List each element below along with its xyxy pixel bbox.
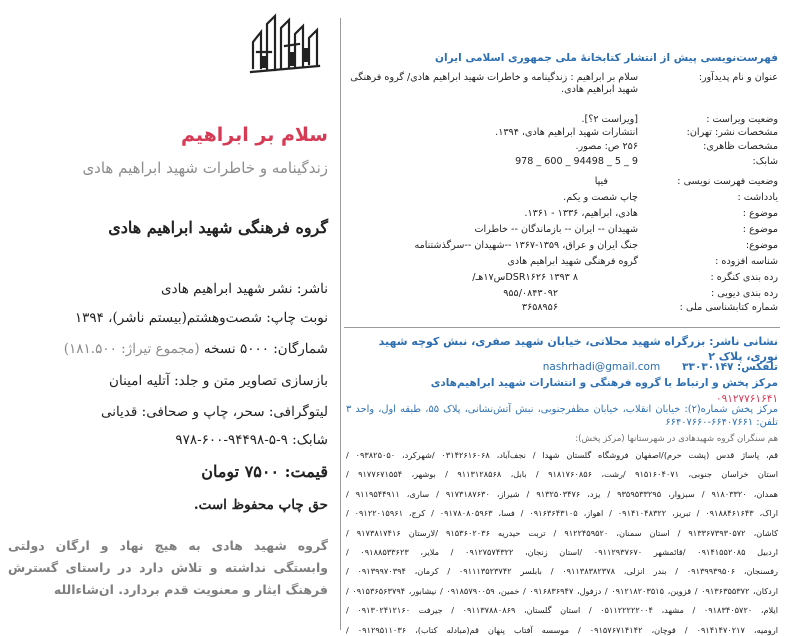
fipa-label: شناسه افزوده : xyxy=(715,256,778,267)
fipa-label: موضوع: xyxy=(745,240,778,251)
edition: نوبت چاپ: شصت‌وهشتم(بیستم ناشر)، ۱۳۹۴ xyxy=(74,310,328,326)
fipa-value: فیپا xyxy=(594,176,608,187)
agent-line: ارومیه، ۰۹۱۴۱۴۷۰۲۱۷ / قوچان، ۰۹۱۵۷۶۷۱۴۱۴۲ / موسسه آفتاب پنهان قم(مبادله کتاب)، ۰۹۱۲۹۵۱۱۰۳۶ / xyxy=(346,624,778,635)
horizontal-divider xyxy=(344,327,780,328)
email-link[interactable]: nashrhadi@gmail.com xyxy=(542,361,661,373)
fipa-value: انتشارات شهید ابراهیم هادی، ۱۳۹۴. xyxy=(495,127,638,138)
vertical-divider xyxy=(340,18,341,630)
print-run-row xyxy=(0,341,328,357)
phone: تلفکس: ۳۳۰۳۰۱۴۷ xyxy=(682,361,778,373)
lithography: لیتوگرافی: سحر، چاپ و صحافی: قدیانی xyxy=(100,404,328,420)
fipa-value: هادی، ابراهیم، ۱۳۳۶ - ۱۳۶۱. xyxy=(524,208,638,219)
isbn: شابک: ۹-۵-۹۴۴۹۸-۶۰۰-۹۷۸ xyxy=(175,432,328,448)
agent-line: قم، پاساژ قدس (پشت حرم)/اصفهان فروشگاه گلستان شهدا / نجف‌آباد، ۰۳۱۴۲۶۱۶۰۶۸ /شهرکرد، ۰۹۳۸۲۵۰۵۰ / xyxy=(346,450,778,460)
fipa-label: وضعیت ویراست : xyxy=(706,114,778,125)
fipa-value: گروه فرهنگی شهید ابراهیم هادی xyxy=(507,256,638,267)
fipa-label: وضعیت فهرست نویسی : xyxy=(677,176,778,187)
fipa-label: مشخصات نشر: تهران: xyxy=(686,127,778,138)
fipa-value: جنگ ایران و عراق، ۱۳۵۹-۱۳۶۷ --شهیدان --سرگذشتنامه xyxy=(414,240,638,251)
fipa-label: مشخصات ظاهری: xyxy=(703,141,778,152)
book-subtitle: زندگینامه و خاطرات شهید ابراهیم هادی xyxy=(82,159,328,177)
book-title: سلام بر ابراهیم xyxy=(180,124,328,146)
agent-line: رفسنجان، ۰۹۱۳۹۹۳۹۵۰۶ / بندر انزلی، ۰۹۱۱۳۸۳۸۲۳۷۸ / بابلسر ۰۹۱۱۱۳۵۲۳۷۴۲ / کرمان، ۰۹۱۳۹۹۷۰۳۹۴ / xyxy=(346,566,778,577)
fipa-value: سلام بر ابراهیم : زندگینامه و خاطرات شهید ابراهیم هادی/ گروه فرهنگی شهید ابراهیم هادی. xyxy=(350,72,638,95)
fipa-label: شابک: xyxy=(752,156,778,167)
agent-line: استان خراسان جنوبی، ۹۱۵۱۶۰۴۰۷۱ /رشت، ۹۱۸۱۷۶۰۸۵۶ / بابل، ۹۱۱۳۱۲۸۵۶۸ / بوشهر، ۹۱۷۷۶۷۱۵۵۴ / xyxy=(346,469,778,480)
design-credit: بازسازی تصاویر متن و جلد: آتلیه امینان xyxy=(109,373,328,389)
rights: حق چاپ محفوظ است. xyxy=(193,497,328,513)
fipa-value: [ویراست ۲؟]. xyxy=(581,114,638,125)
print-run: شمارگان: ۵۰۰۰ نسخه xyxy=(203,341,328,357)
fipa-value: DSR۱۶۲۶ ۱۳۹۳ ۸س۱۷هـ/ xyxy=(472,272,578,283)
fipa-label: رده بندی دیویی : xyxy=(711,288,778,299)
imprint-column xyxy=(0,0,340,636)
fipa-value: ۹۵۵/۰۸۴۳۰۹۲ xyxy=(503,288,558,299)
fipa-value: 978 _ 600 _ 94498 _ 5 _ 9 xyxy=(515,156,638,167)
author: گروه فرهنگی شهید ابراهیم هادی xyxy=(108,218,328,237)
agents-note: هم سنگران گروه شهیدهادی در شهرستانها (مرکز پخش): xyxy=(575,434,778,444)
fipa-value: چاپ شصت و یکم. xyxy=(563,192,638,203)
distribution-center: مرکز پخش و ارتباط با گروه فرهنگی و انتشارات شهید ابراهیم‌هادی xyxy=(430,377,778,389)
print-run-total: (مجموع تیراژ: ۱۸۱.۵۰۰) xyxy=(63,341,200,357)
agent-line: اراک، ۰۹۱۸۸۴۶۱۶۴۳ / تبریز، ۰۹۱۴۱۰۴۸۳۲۲ / اهواز، ۰۹۱۶۳۶۴۳۱۰۵ / فسا، ۰۹۱۷۸۰۸۰۵۹۶۳ / کرج، ۰۹۱۲۲۰۱۵۹۶۱ / xyxy=(346,508,778,519)
fipa-label: موضوع : xyxy=(742,208,778,219)
dedication: گروه شهید هادی به هیچ نهاد و ارگان دولتی وابستگی نداشته و تلاش دارد در راستای گسترش فرهنگ ایثار و معنویت قدم بردارد. ان‌شاءالله xyxy=(8,538,328,597)
fipa-value: ۲۵۶ ص: مصور. xyxy=(575,141,638,152)
fipa-value: شهیدان -- ایران -- بازماندگان -- خاطرات xyxy=(474,224,638,235)
price: قیمت: ۷۵۰۰ تومان xyxy=(201,462,328,481)
fipa-title: فهرست‌نویسی پیش از انتشار کتابخانهٔ ملی جمهوری اسلامی ایران xyxy=(435,52,778,64)
publisher-logo-icon xyxy=(247,8,323,80)
distribution-center-2: مرکز پخش شماره(۲): خیابان انقلاب، خیابان مظفرجنوبی، نبش آتش‌نشانی، پلاک ۵۵، طبقه اول، واحد ۳ تلفن: ۶۶۴۰۷۶۶۱-۶۶۴۰۷۶۶۰ xyxy=(346,404,778,428)
mobile-number: ۰۹۱۲۷۷۶۱۶۴۱ xyxy=(715,393,778,405)
agent-line: اردکان، ۰۹۱۳۶۳۵۵۳۷۲ / قزوین، ۰۹۱۲۱۸۲۰۳۵۱۵ / دزفول، ۰۹۱۶۸۳۶۹۴۷ / خمین، ۰۹۱۸۵۷۹۰۰۵۹ / نیشابور، ۰۹۱۵۳۶۵۶۳۷۹۴ / xyxy=(346,585,778,596)
fipa-label: رده بندی کنگره : xyxy=(710,272,778,283)
cataloging-column xyxy=(342,0,786,636)
address-text: نشانی ناشر: بزرگراه شهید محلاتی، خیابان شهید صفری، نبش کوچه شهید نوری، پلاک ۲ xyxy=(378,335,778,363)
fipa-label: یادداشت : xyxy=(737,192,778,203)
fipa-label: عنوان و نام پدیدآور: xyxy=(698,72,778,83)
fipa-value: ۳۶۵۸۹۵۶ xyxy=(521,302,558,313)
fipa-label: شماره کتابشناسی ملی : xyxy=(679,302,778,313)
fipa-label: موضوع : xyxy=(742,224,778,235)
agent-line: ایلام، ۰۹۱۸۳۴۰۵۷۲۰ / مشهد، ۰۵۱۱۲۲۲۲۲۰۰۴ / استان گلستان، ۰۹۱۱۳۷۸۸۰۸۶۹ / جیرفت ۰۹۱۳۰۲۴۱۲۱۶۰ / xyxy=(346,605,778,616)
agent-line: همدان، ۹۱۸۰۳۳۲۰ / سبزوار، ۹۳۵۹۵۳۳۲۹۵ / یزد، ۹۱۳۲۵۰۳۴۷۶ / شیراز، ۹۱۷۳۱۸۷۶۳۰ / ساری، ۹۱۱۹۵۴۴۹۱۱ / xyxy=(346,488,778,499)
agent-line: اردبیل ۰۹۱۴۱۵۵۲۰۸۵ /قائمشهر ۰۹۱۱۲۹۳۷۶۷۰ /استان زنجان، ۰۹۱۲۷۵۷۴۳۲۲ / ملایر، ۰۹۱۸۸۵۳۳۶۲۳ / xyxy=(346,546,778,557)
publisher: ناشر: نشر شهید ابراهیم هادی xyxy=(161,281,328,297)
agent-line: کاشان، ۹۱۳۳۶۷۳۹۳۰۵۷۲ / استان سمنان، ۹۱۲۲۴۵۹۵۲۰ / تربت حیدریه ۹۱۵۳۶۰۲۰۳۶ /لارستان ۹۱۷۳۸۱۷۴۱۶ / xyxy=(346,527,778,538)
